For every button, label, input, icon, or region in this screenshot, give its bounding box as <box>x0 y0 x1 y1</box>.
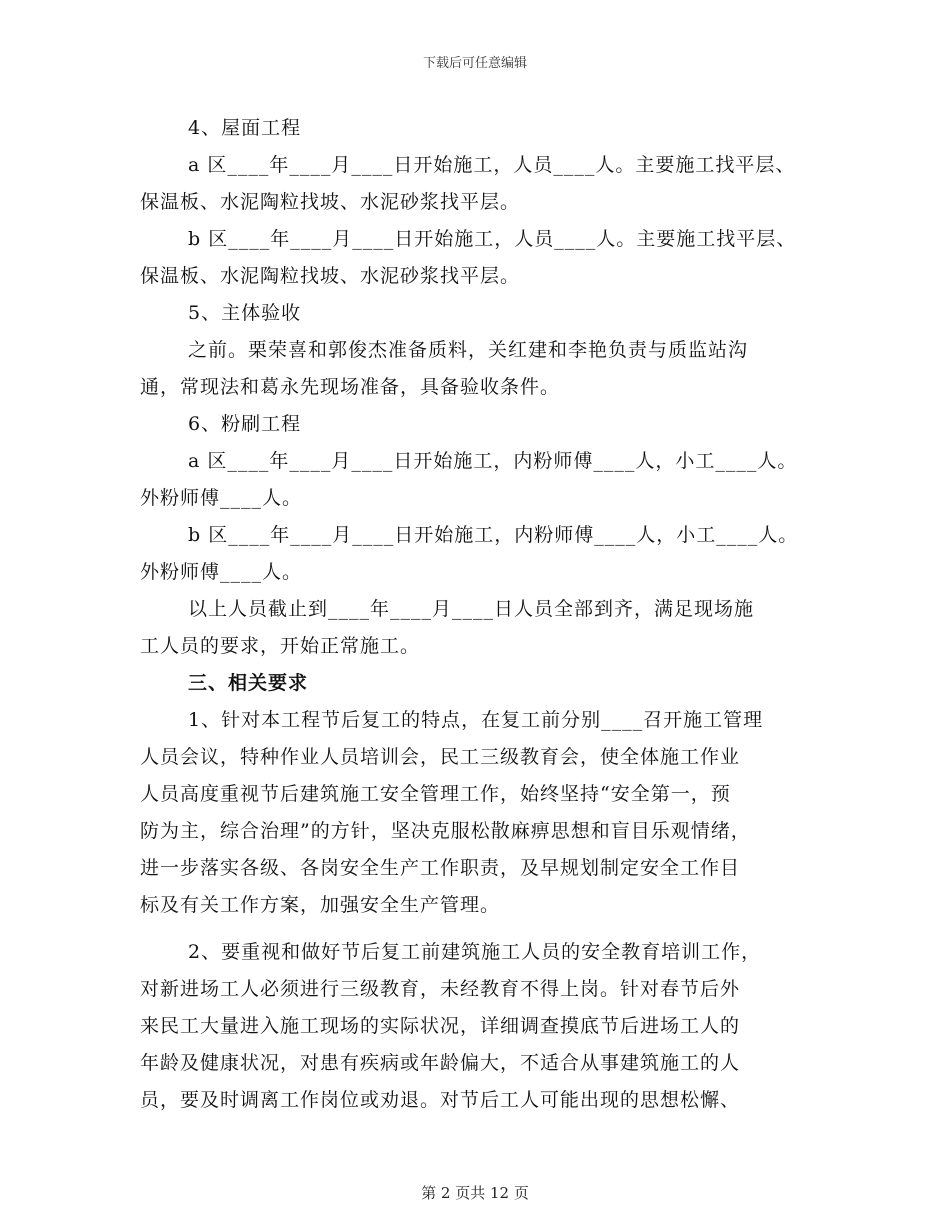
text-line: 之前。栗荣喜和郭俊杰准备质料，关红建和李艳负责与质监站沟 <box>188 339 749 361</box>
text-line: 通，常现法和葛永先现场准备，具备验收条件。 <box>140 376 561 398</box>
section-heading: 三、相关要求 <box>188 672 309 694</box>
text-line: 4、屋面工程 <box>188 117 302 139</box>
text-line: 保温板、水泥陶粒找坡、水泥砂浆找平层。 <box>140 265 521 287</box>
page-number: 第 2 页共 12 页 <box>421 1184 529 1202</box>
text-line: 标及有关工作方案，加强安全生产管理。 <box>140 894 501 916</box>
text-line: b 区____年____月____日开始施工，人员____人。主要施工找平层、 <box>188 228 797 250</box>
text-line: 保温板、水泥陶粒找坡、水泥砂浆找平层。 <box>140 191 521 213</box>
page-header: 下载后可任意编辑 <box>422 56 527 71</box>
text-line: 来民工大量进入施工现场的实际状况，详细调查摸底节后进场工人的 <box>140 1015 741 1037</box>
text-line: 年龄及健康状况，对患有疾病或年龄偏大，不适合从事建筑施工的人 <box>140 1052 741 1074</box>
text-line: a 区____年____月____日开始施工，人员____人。主要施工找平层、 <box>188 154 796 176</box>
text-line: 工人员的要求，开始正常施工。 <box>140 635 421 657</box>
text-line: 2、要重视和做好节后复工前建筑施工人员的安全教育培训工作， <box>188 941 762 963</box>
text-line: 以上人员截止到____年____月____日人员全部到齐，满足现场施 <box>188 598 755 620</box>
text-line: 员，要及时调离工作岗位或劝退。对节后工人可能出现的思想松懈、 <box>140 1089 741 1111</box>
text-line: b 区____年____月____日开始施工，内粉师傅____人，小工____人。 <box>188 524 799 546</box>
text-line: 外粉师傅____人。 <box>140 487 303 509</box>
text-line: 6、粉刷工程 <box>188 413 302 435</box>
text-line: 5、主体验收 <box>188 302 302 324</box>
text-line: 进一步落实各级、各岗安全生产工作职责，及早规划制定安全工作目 <box>140 857 741 879</box>
text-line: a 区____年____月____日开始施工，内粉师傅____人，小工____人。 <box>188 450 798 472</box>
text-line: 对新进场工人必须进行三级教育，未经教育不得上岗。针对春节后外 <box>140 978 741 1000</box>
text-line: 人员会议，特种作业人员培训会，民工三级教育会，使全体施工作业 <box>140 746 741 768</box>
text-line: 外粉师傅____人。 <box>140 561 303 583</box>
text-line: 1、针对本工程节后复工的特点，在复工前分别____召开施工管理 <box>188 709 764 731</box>
text-line: 人员高度重视节后建筑施工安全管理工作，始终坚持“安全第一，预 <box>140 783 731 805</box>
document-body <box>140 110 835 1119</box>
text-line: 防为主，综合治理”的方针，坚决克服松散麻痹思想和盲目乐观情绪， <box>140 820 751 842</box>
